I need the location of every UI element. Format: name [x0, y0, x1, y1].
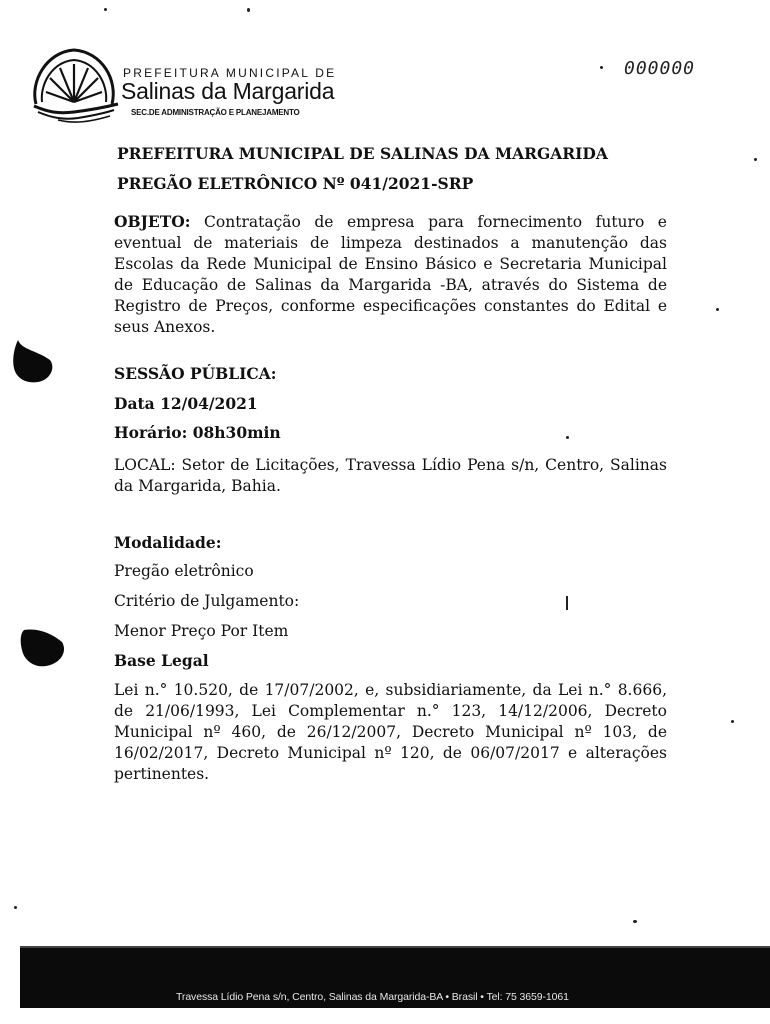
- scan-speck: [633, 920, 637, 923]
- punch-hole-mark-top: [6, 338, 56, 384]
- base-legal-text: Lei n.° 10.520, de 17/07/2002, e, subsidiariamente, da Lei n.° 8.666, de 21/06/1993, Lei Complementar n.° 123, 14/12/2006, Decreto Municipal nº 460, de 26/12/2007, Decreto Municipal nº 103, de 16/02/2017, Decreto Municipal nº 120, de 06/07/2017 e alterações pertinentes.: [114, 681, 667, 783]
- session-location: LOCAL: Setor de Licitações, Travessa Lídio Pena s/n, Centro, Salinas da Margarida, Bahia.: [114, 456, 667, 495]
- scan-speck: [247, 8, 250, 12]
- modalidade-label: Modalidade:: [114, 533, 222, 552]
- objeto-paragraph: [114, 211, 667, 338]
- shell-logo-icon: [28, 42, 120, 124]
- document-subtitle: PREGÃO ELETRÔNICO Nº 041/2021-SRP: [117, 174, 474, 193]
- criterio-label: Critério de Julgamento:: [114, 592, 300, 610]
- org-name: Salinas da Margarida: [121, 78, 335, 104]
- scan-speck: [566, 436, 569, 439]
- footer-address: Travessa Lídio Pena s/n, Centro, Salinas da Margarida-BA • Brasil • Tel: 75 3659-1061: [176, 991, 569, 1003]
- protocol-number: 000000: [624, 58, 696, 79]
- scan-speck: [104, 8, 107, 11]
- org-header-top: PREFEITURA MUNICIPAL DE: [123, 66, 337, 80]
- scan-speck: [754, 158, 757, 161]
- scan-speck: [566, 596, 568, 610]
- modalidade-value: Pregão eletrônico: [114, 562, 254, 580]
- org-department: SEC.DE ADMINISTRAÇÃO E PLANEJAMENTO: [131, 108, 300, 117]
- objeto-label: OBJETO:: [114, 212, 191, 231]
- scan-speck: [716, 308, 719, 311]
- sessao-label: SESSÃO PÚBLICA:: [114, 364, 277, 383]
- session-date: Data 12/04/2021: [114, 394, 258, 413]
- document-title: PREFEITURA MUNICIPAL DE SALINAS DA MARGARIDA: [117, 144, 608, 163]
- scan-speck: [731, 720, 734, 723]
- objeto-text: Contratação de empresa para fornecimento futuro e eventual de materiais de limpeza destinados a manutenção das Escolas da Rede Municipal de Ensino Básico e Secretaria Municipal de Educação de Salinas da Margarida -BA, através do Sistema de Registro de Preços, conforme especificações constantes do Edital e seus Anexos.: [114, 213, 667, 336]
- base-legal-label: Base Legal: [114, 651, 209, 670]
- criterio-value: Menor Preço Por Item: [114, 622, 289, 640]
- scan-speck: [14, 906, 17, 909]
- session-time: Horário: 08h30min: [114, 423, 281, 442]
- scan-speck: [600, 66, 603, 69]
- punch-hole-mark-bottom: [14, 624, 68, 668]
